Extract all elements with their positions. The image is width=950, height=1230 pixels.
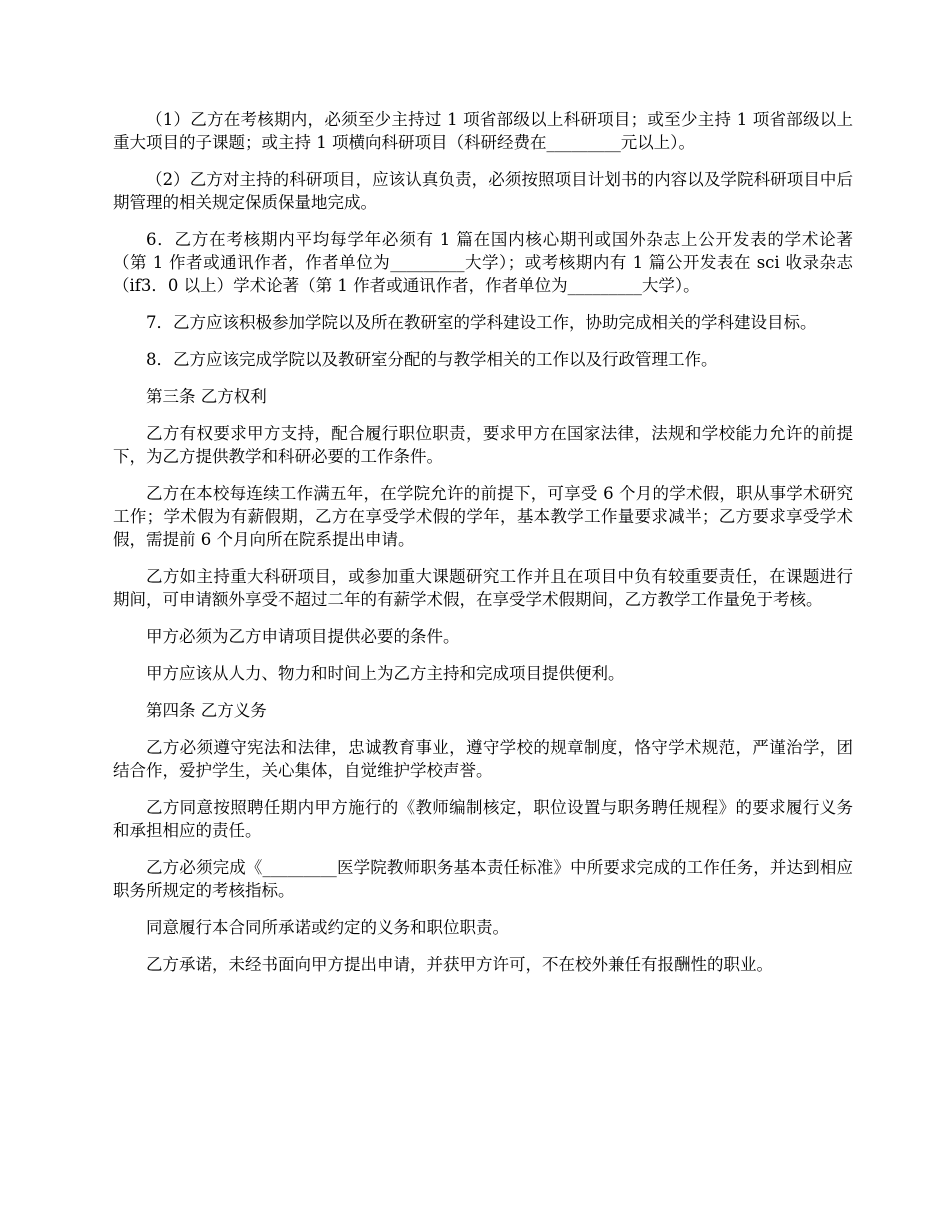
rights-paragraph-2: 乙方在本校每连续工作满五年，在学院允许的前提下，可享受 6 个月的学术假，职从事学术研究工作；学术假为有薪假期，乙方在享受学术假的学年，基本教学工作量要求减半；乙方要求享受学术假，需提前 6 个月向所在院系提出申请。 [113,484,853,549]
duties-paragraph-4: 同意履行本合同所承诺或约定的义务和职位职责。 [146,918,509,937]
clause-item-1: （1）乙方在考核期内，必须至少主持过 1 项省部级以上科研项目；或至少主持 1 项省部级以上重大项目的子课题；或主持 1 项横向科研项目（科研经费在_________元以上）。 [113,110,853,152]
article-3-heading: 第三条 乙方权利 [146,387,267,406]
clause-item-2: （2）乙方对主持的科研项目，应该认真负责，必须按照项目计划书的内容以及学院科研项目中后期管理的相关规定保质保量地完成。 [113,170,853,212]
rights-paragraph-3: 乙方如主持重大科研项目，或参加重大课题研究工作并且在项目中负有较重要责任，在课题进行期间，可申请额外享受不超过二年的有薪学术假，在享受学术假期间，乙方教学工作量免于考核。 [113,567,853,609]
rights-paragraph-1: 乙方有权要求甲方支持，配合履行职位职责，要求甲方在国家法律，法规和学校能力允许的前提下，为乙方提供教学和科研必要的工作条件。 [113,424,853,466]
document-page [113,108,853,990]
duties-paragraph-2: 乙方同意按照聘任期内甲方施行的《教师编制核定，职位设置与职务聘任规程》的要求履行义务和承担相应的责任。 [113,798,853,840]
duties-paragraph-3: 乙方必须完成《_________医学院教师职务基本责任标准》中所要求完成的工作任务，并达到相应职务所规定的考核指标。 [113,858,853,900]
article-4-heading: 第四条 乙方义务 [146,701,267,720]
clause-item-8: 8．乙方应该完成学院以及教研室分配的与教学相关的工作以及行政管理工作。 [146,350,718,369]
rights-paragraph-4: 甲方必须为乙方申请项目提供必要的条件。 [146,627,460,646]
duties-paragraph-5: 乙方承诺，未经书面向甲方提出申请，并获甲方许可，不在校外兼任有报酬性的职业。 [146,955,773,974]
clause-item-7: 7．乙方应该积极参加学院以及所在教研室的学科建设工作，协助完成相关的学科建设目标。 [146,313,817,332]
rights-paragraph-5: 甲方应该从人力、物力和时间上为乙方主持和完成项目提供便利。 [146,664,625,683]
duties-paragraph-1: 乙方必须遵守宪法和法律，忠诚教育事业，遵守学校的规章制度，恪守学术规范，严谨治学，团结合作，爱护学生，关心集体，自觉维护学校声誉。 [113,738,853,780]
clause-item-6: 6．乙方在考核期内平均每学年必须有 1 篇在国内核心期刊或国外杂志上公开发表的学术论著（第 1 作者或通讯作者，作者单位为_________大学）；或考核期内有 1 篇公开发表在 sci 收录杂志（if3．0 以上）学术论著（第 1 作者或通讯作者，作者单位为_________大学）。 [113,230,853,295]
